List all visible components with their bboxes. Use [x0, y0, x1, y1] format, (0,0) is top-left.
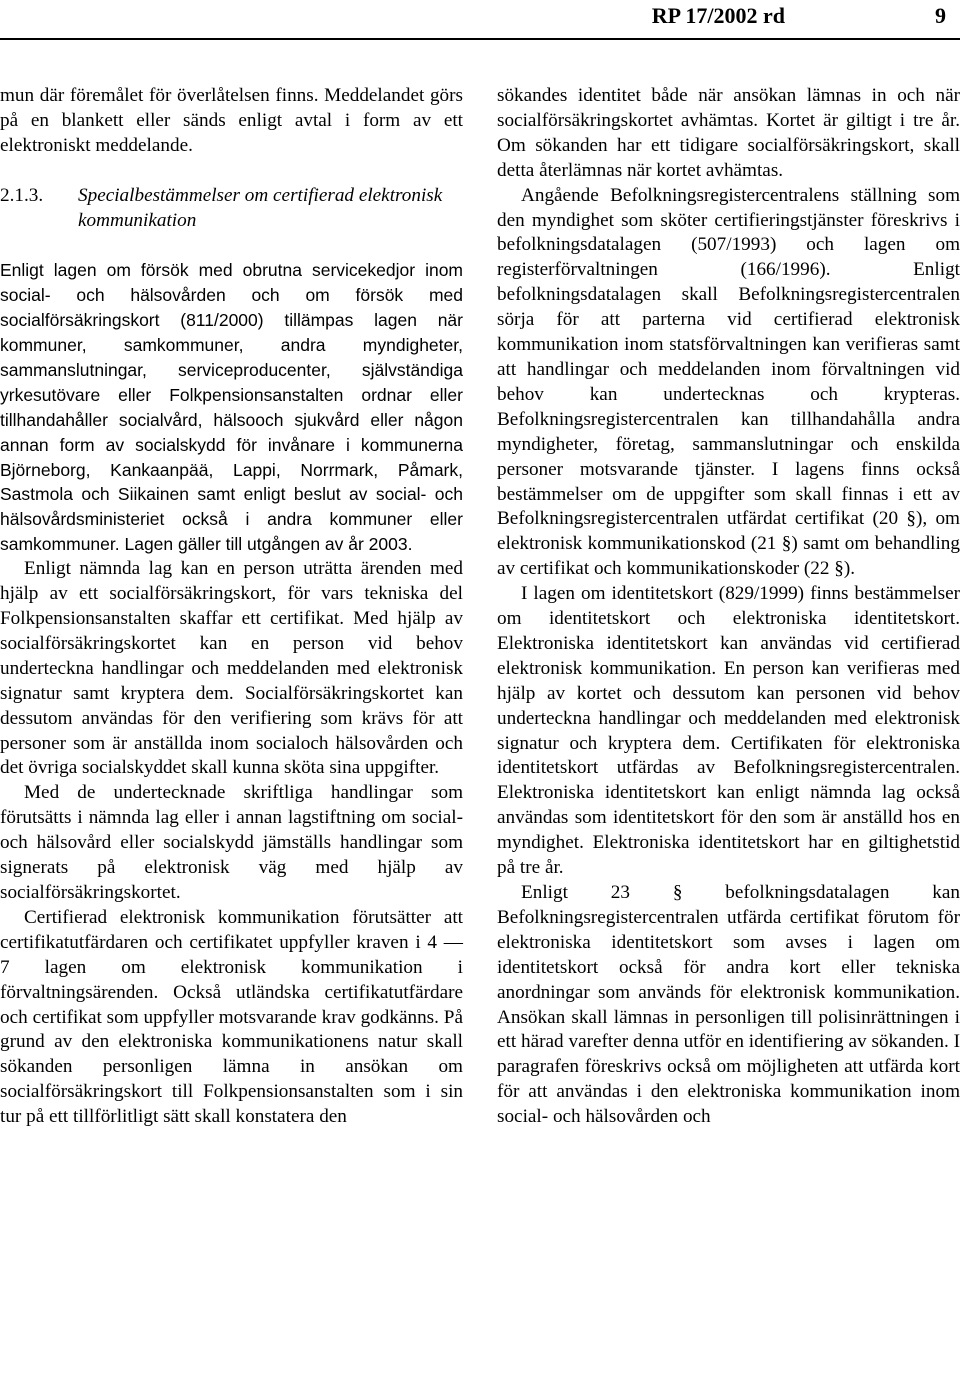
section-title: Specialbestämmelser om certifierad elektronisk kommunikation	[78, 184, 443, 231]
section-number: 2.1.3.	[0, 184, 44, 206]
paragraph: Enligt 23 § befolkningsdatalagen kan Befolkningsregistercentralen utfärda certifikat förutom för elektroniska identitetskort som avses i lagen om identitetskort också för andra kort eller tekniska anordningar som används för elektronisk kommunikation. Ansökan skall lämnas in personligen till polisinrättningen i ett härad varefter denna utför en identifiering av sökanden. I paragrafen föreskrivs också om möjligheten att utfärda kort för att användas i den elektroniska kommunikation inom social- och hälsovården och	[497, 882, 960, 1128]
paragraph: mun där föremålet för överlåtelsen finns. Meddelandet görs på en blankett eller sänds enligt avtal i form av ett elektroniskt meddelande.	[0, 85, 463, 156]
paragraph: I lagen om identitetskort (829/1999) finns bestämmelser om identitetskort och elektroniska identitetskort. Elektroniska identitetskort kan användas vid certifierad elektronisk kommunikation. En person kan verifieras med hjälp av kortet och dessutom kan personen vid behov underteckna handlingar och meddelanden med elektronisk signatur och kryptera dem. Certifikaten för elektroniska identitetskort utfärdas av Befolkningsregistercentralen. Elektroniska identitetskort kan enligt nämnda lag också användas som identitetskort för den som är anställd hos en myndighet. Elektroniska identitetskort har en giltighetstid på tre år.	[497, 583, 960, 879]
header-rule	[0, 38, 960, 40]
page-number: 9	[935, 3, 946, 28]
paragraph: Med de undertecknade skriftliga handlingar som förutsätts i nämnda lag eller i annan lagstiftning om social- och hälsovård eller socialskydd jämställs handlingar som signerats på elektronisk väg med hjälp av socialförsäkringskortet.	[0, 782, 463, 903]
left-column	[0, 84, 463, 1130]
paragraph: Angående Befolkningsregistercentralens ställning som den myndighet som sköter certifieringstjänster föreskrivs i befolkningsdatalagen (507/1993) och lagen om registerförvaltningen (166/1996). Enligt befolkningsdatalagen skall Befolkningsregistercentralen sörja för att parterna vid certifierad elektronisk kommunikation inom statsförvaltningen kan verifieras samt att handlingar och meddelanden inom förvaltningen vid behov kan undertecknas och krypteras. Befolkningsregistercentralen kan tillhandahålla andra myndigheter, företag, sammanslutningar och enskilda personer motsvarande tjänster. I lagens finns också bestämmelser om de uppgifter som skall finnas i ett av Befolkningsregistercentralen utfärdat certifikat (20 §), om elektronisk kommunikationskod (21 §) samt om behandling av certifikat och kommunikationskoder (22 §).	[497, 184, 960, 580]
page-header	[652, 3, 946, 29]
paragraph: sökandes identitet både när ansökan lämnas in och när socialförsäkringskortet avhämtas. Kortet är giltigt i tre år. Om sökanden har ett tidigare socialförsäkringskort, skall detta återlämnas när kortet avhämtas.	[497, 85, 960, 181]
right-column	[497, 84, 960, 1130]
paragraph: Certifierad elektronisk kommunikation förutsätter att certifikatutfärdaren och certifikatet uppfyller kraven i 4 — 7 lagen om elektronisk kommunikation i förvaltningsärenden. Också utländska certifikatutfärdare och certifikat som uppfyller motsvarande krav godkänns. På grund av den elektroniska kommunikationens natur skall sökanden personligen lämna in ansökan om socialförsäkringskort till Folkpensionsanstalten som i sin tur på ett tillförlitligt sätt skall konstatera den	[0, 906, 463, 1128]
section-heading	[0, 184, 463, 234]
document-id: RP 17/2002 rd	[651, 3, 785, 28]
paragraph: Enligt lagen om försök med obrutna servicekedjor inom social- och hälsovården och om försök med socialförsäkringskort (811/2000) tillämpas lagen när kommuner, samkommuner, andra myndigheter, sammanslutningar, serviceproducenter, självständiga yrkesutövare eller Folkpensionsanstalten ordnar eller tillhandahåller socialvård, hälsooch sjukvård eller någon annan form av socialskydd för invånare i kommunerna Björneborg, Kankaanpää, Lappi, Norrmark, Påmark, Sastmola och Siikainen samt enligt beslut av social- och hälsovårdsministeriet också i andra kommuner eller samkommuner. Lagen gäller till utgången av år 2003.	[0, 260, 463, 555]
paragraph: Enligt nämnda lag kan en person uträtta ärenden med hjälp av ett socialförsäkringskort, för vars tekniska del Folkpensionsanstalten skaffar ett certifikat. Med hjälp av socialförsäkringskortet kan en person vid behov underteckna handlingar och meddelanden med elektronisk signatur samt kryptera dem. Socialförsäkringskortet kan dessutom användas för den verifiering som krävs för att personer som är anställda inom socialoch hälsovården och det övriga socialskyddet skall kunna sköta sina uppgifter.	[0, 558, 463, 779]
